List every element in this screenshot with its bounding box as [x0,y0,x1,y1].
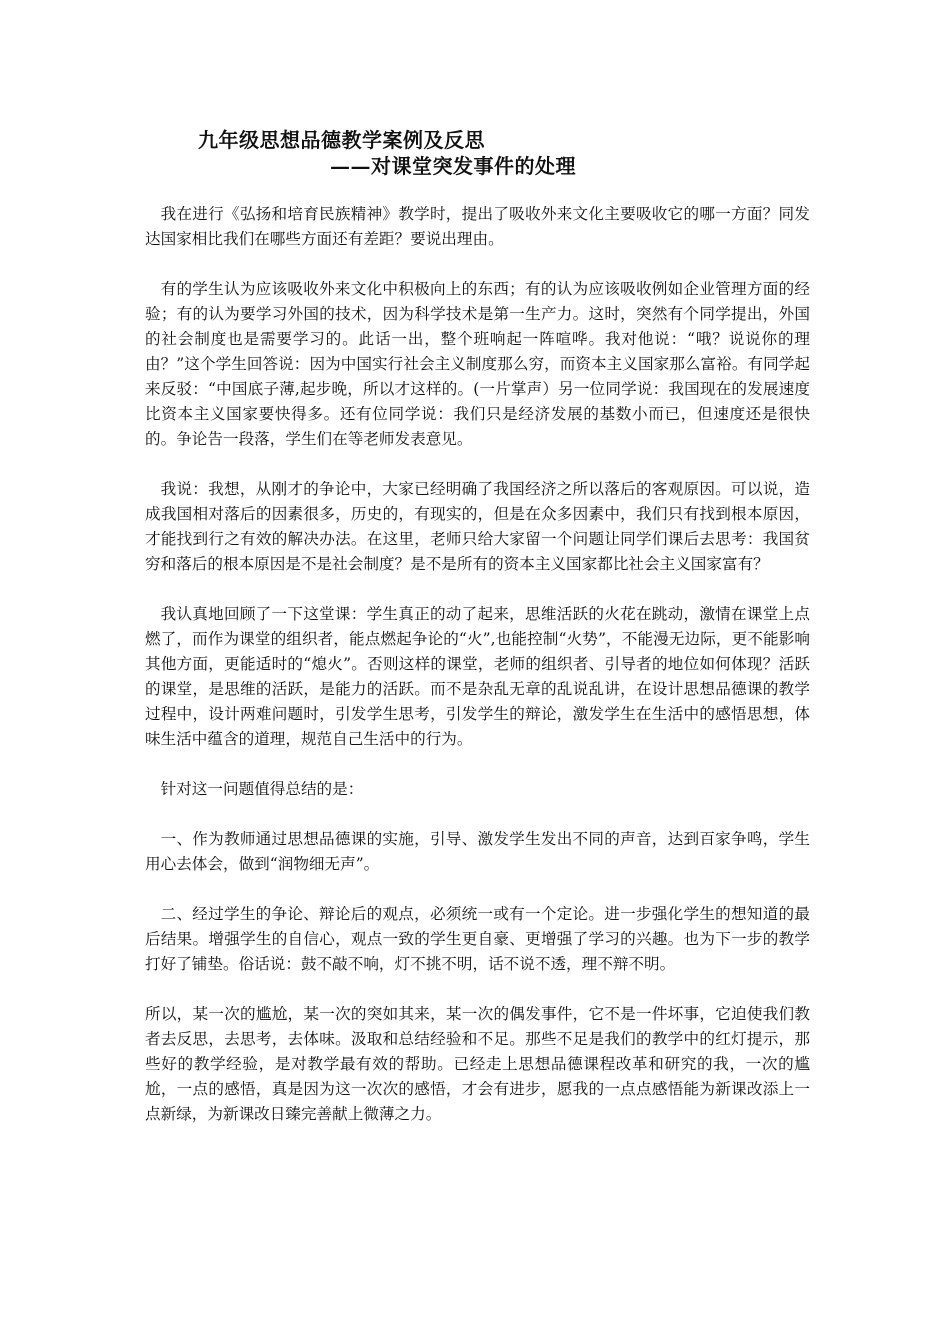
paragraph-conclusion: 所以，某一次的尴尬，某一次的突如其来，某一次的偶发事件，它不是一件坏事，它迫使我们教者去反思，去思考，去体味。汲取和总结经验和不足。那些不足是我们的教学中的红灯提示，那些好的教学经验，是对教学最有效的帮助。已经走上思想品德课程改革和研究的我，一次的尴尬，一点的感悟，真是因为这一次次的感悟，才会有进步，愿我的一点点感悟能为新课改添上一点新绿，为新课改日臻完善献上微薄之力。 [145,1005,810,1123]
paragraph-student-responses: 有的学生认为应该吸收外来文化中积极向上的东西；有的认为应该吸收例如企业管理方面的经验；有的认为要学习外国的技术，因为科学技术是第一生产力。这时，突然有个同学提出，外国的社会制度也是需要学习的。此话一出，整个班响起一阵喧哗。我对他说：“哦？说说你的理由？”这个学生回答说：因为中国实行社会主义制度那么穷，而资本主义国家那么富裕。有同学起来反驳：“中国底子薄,起步晚，所以才这样的。(一片掌声）另一位同学说：我国现在的发展速度比资本主义国家要快得多。还有位同学说：我们只是经济发展的基数小而已，但速度还是很快的。争论告一段落，学生们在等老师发表意见。 [145,280,810,448]
paragraph-intro: 我在进行《弘扬和培育民族精神》教学时，提出了吸收外来文化主要吸收它的哪一方面？同发达国家相比我们在哪些方面还有差距？要说出理由。 [145,205,810,248]
document-body [145,202,810,1152]
paragraph-point-one: 一、作为教师通过思想品德课的实施，引导、激发学生发出不同的声音，达到百家争鸣，学生用心去体会，做到“润物细无声”。 [145,830,810,873]
document-title: 九年级思想品德教学案例及反思 [198,128,485,152]
paragraph-teacher-response: 我说：我想，从刚才的争论中，大家已经明确了我国经济之所以落后的客观原因。可以说，造成我国相对落后的因素很多，历史的，有现实的，但是在众多因素中，我们只有找到根本原因，才能找到行之有效的解决办法。在这里，老师只给大家留一个问题让同学们课后去思考：我国贫穷和落后的根本原因是不是社会制度？是不是所有的资本主义国家都比社会主义国家富有？ [145,480,810,573]
document-subtitle: ——对课堂突发事件的处理 [330,154,576,178]
paragraph-reflection: 我认真地回顾了一下这堂课：学生真正的动了起来，思维活跃的火花在跳动，激情在课堂上点燃了，而作为课堂的组织者，能点燃起争论的“火”,也能控制“火势”，不能漫无边际，更不能影响其他方面，更能适时的“熄火”。否则这样的课堂，老师的组织者、引导者的地位如何体现？活跃的课堂，是思维的活跃，是能力的活跃。而不是杂乱无章的乱说乱讲，在设计思想品德课的教学过程中，设计两难问题时，引发学生思考，引发学生的辩论，激发学生在生活中的感悟思想，体味生活中蕴含的道理，规范自己生活中的行为。 [145,605,810,748]
paragraph-summary-lead: 针对这一问题值得总结的是： [160,780,364,798]
paragraph-point-two: 二、经过学生的争论、辩论后的观点，必须统一或有一个定论。进一步强化学生的想知道的最后结果。增强学生的自信心，观点一致的学生更自豪、更增强了学习的兴趣。也为下一步的教学打好了铺垫。俗话说：鼓不敲不响，灯不挑不明，话不说不透，理不辩不明。 [145,905,810,973]
